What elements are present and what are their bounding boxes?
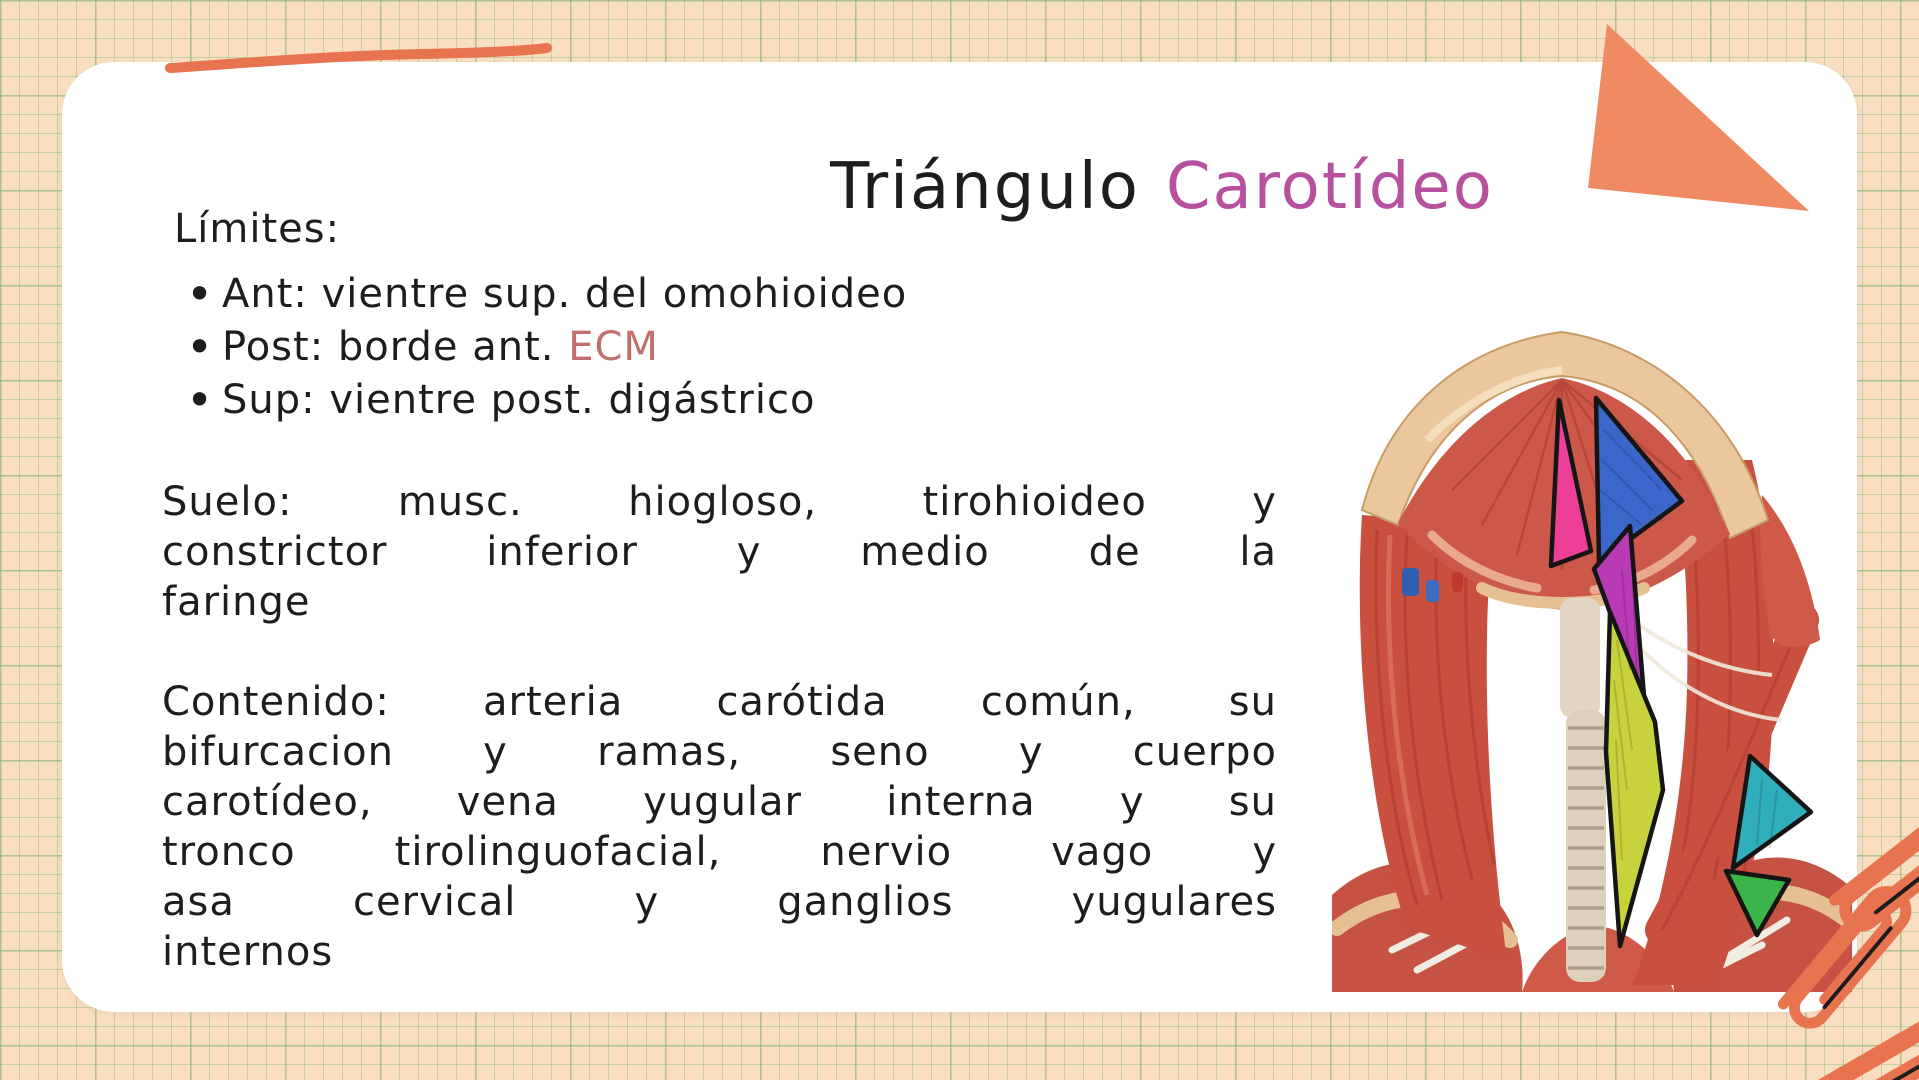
text-line: carotídeo, vena yugular interna y su — [162, 779, 1277, 825]
trachea — [1566, 710, 1606, 982]
text-line: bifurcacion y ramas, seno y cuerpo — [162, 729, 1277, 775]
artery-stub — [1452, 572, 1463, 592]
contenido-paragraph — [162, 677, 1277, 977]
text-line: asa cervical y ganglios yugulares — [162, 879, 1277, 925]
vein-stub — [1426, 580, 1439, 602]
text-line: constrictor inferior y medio de la — [162, 529, 1277, 575]
neck-anatomy-illustration — [1332, 320, 1852, 992]
title-part1: Triángulo — [830, 150, 1140, 224]
text-line: faringe — [162, 579, 311, 625]
limits-label: Límites: — [174, 206, 341, 252]
text-line: Suelo: musc. hiogloso, tirohioideo y — [162, 479, 1277, 525]
suelo-paragraph — [162, 477, 1277, 627]
notes-text-block — [162, 202, 1277, 977]
vein-stub — [1402, 568, 1419, 596]
neck-anatomy-svg — [1332, 320, 1852, 992]
text-line: tronco tirolinguofacial, nervio vago y — [162, 829, 1277, 875]
content-card — [62, 62, 1857, 1012]
limit-item: • Post: borde ant. ECM — [162, 321, 1277, 374]
text-line: Contenido: arteria carótida común, su — [162, 679, 1277, 725]
paper-clip-icon — [1822, 1005, 1919, 1080]
text-line: internos — [162, 929, 334, 975]
title-part2: Carotídeo — [1165, 150, 1494, 224]
limits-list — [162, 268, 1277, 427]
limit-item: • Sup: vientre post. digástrico — [162, 374, 1277, 427]
limit-item: • Ant: vientre sup. del omohioideo — [162, 268, 1277, 321]
ecm-highlight: ECM — [568, 324, 659, 370]
